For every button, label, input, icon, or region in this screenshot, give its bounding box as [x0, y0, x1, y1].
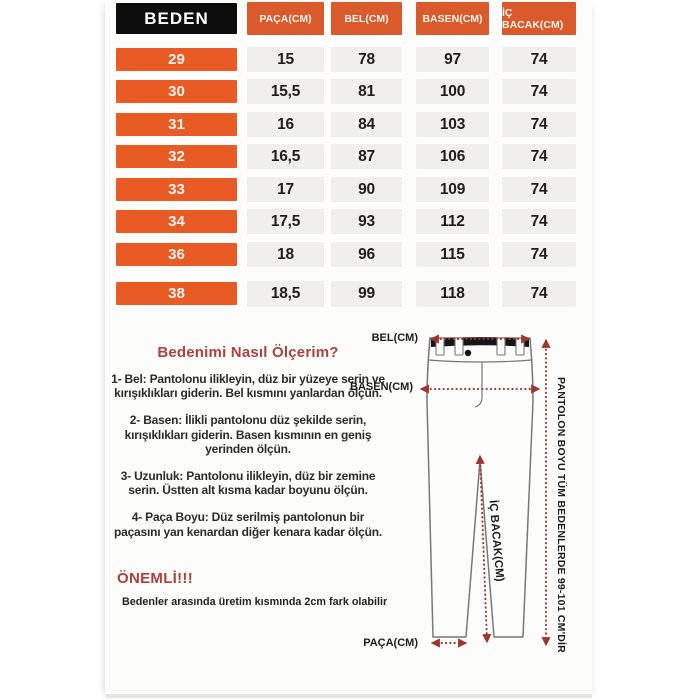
measure-instructions — [105, 344, 391, 552]
value-cell: 15,5 — [247, 79, 324, 104]
value-cell: 118 — [416, 281, 489, 307]
value-cell: 109 — [416, 177, 489, 202]
diagram-label-ic-bacak: İÇ BACAK(CM) — [486, 499, 506, 583]
value-cell: 74 — [502, 112, 576, 137]
value-cell: 93 — [331, 209, 402, 234]
value-cell: 84 — [331, 112, 402, 137]
header-cell-beden: BEDEN — [116, 3, 237, 34]
value-cell: 74 — [502, 47, 576, 72]
instruction-step-paca: 4- Paça Boyu: Düz serilmiş pantolonun bir paçasını yan kenardan diğer kenara kadar ölçün. — [113, 510, 383, 539]
instruction-step-basen: 2- Basen: İlikli pantolonu düz şekilde serin, kırışıklıkları giderin. Basen kısmının en geniş yerinden ölçün. — [124, 413, 372, 456]
button — [465, 350, 471, 356]
instructions-title: Bedenimi Nasıl Ölçerim? — [157, 344, 339, 361]
size-cell: 38 — [116, 282, 237, 305]
value-cell: 106 — [416, 144, 489, 169]
value-cell: 97 — [416, 47, 489, 72]
value-cell: 90 — [331, 177, 402, 202]
value-cell: 74 — [502, 209, 576, 234]
size-cell: 30 — [116, 80, 237, 103]
bottom-edge-bar — [105, 694, 592, 698]
value-cell: 81 — [331, 79, 402, 104]
value-cell: 15 — [247, 47, 324, 72]
value-cell: 16 — [247, 112, 324, 137]
header-cell-paca: PAÇA(CM) — [247, 2, 324, 35]
value-cell: 17 — [247, 177, 324, 202]
value-cell: 96 — [331, 242, 402, 267]
important-title: ÖNEMLİ!!! — [117, 570, 194, 587]
header-cell-ic-bacak: İÇ BACAK(CM) — [502, 2, 576, 35]
size-guide-card — [105, 0, 592, 700]
value-cell: 99 — [331, 281, 402, 307]
size-cell: 32 — [116, 145, 237, 168]
header-cell-basen: BASEN(CM) — [416, 2, 489, 35]
value-cell: 115 — [416, 242, 489, 267]
value-cell: 74 — [502, 242, 576, 267]
instruction-step-uzunluk: 3- Uzunluk: Pantolonu ilikleyin, düz bir zemine serin. Üstten alt kısma kadar boyunu ölçün. — [120, 469, 376, 498]
diagram-label-paca: PAÇA(CM) — [363, 637, 418, 649]
value-cell: 74 — [502, 79, 576, 104]
important-note: Bedenler arasında üretim kısmında 2cm fark olabilir — [122, 596, 388, 608]
diagram-label-basen: BASEN(CM) — [350, 381, 413, 393]
size-cell: 31 — [116, 113, 237, 136]
value-cell: 74 — [502, 177, 576, 202]
size-cell: 34 — [116, 210, 237, 233]
value-cell: 74 — [502, 281, 576, 307]
diagram-length-note: PANTOLON BOYU TÜM BEDENLERDE 99-101 CM'DİR — [555, 377, 567, 653]
value-cell: 100 — [416, 79, 489, 104]
value-cell: 78 — [331, 47, 402, 72]
size-cell: 33 — [116, 178, 237, 201]
value-cell: 18 — [247, 242, 324, 267]
header-cell-bel: BEL(CM) — [331, 2, 402, 35]
value-cell: 18,5 — [247, 281, 324, 307]
value-cell: 112 — [416, 209, 489, 234]
value-cell: 17,5 — [247, 209, 324, 234]
value-cell: 103 — [416, 112, 489, 137]
size-cell: 36 — [116, 243, 237, 266]
value-cell: 74 — [502, 144, 576, 169]
value-cell: 16,5 — [247, 144, 324, 169]
size-cell: 29 — [116, 48, 237, 71]
pants-outline — [427, 338, 533, 637]
diagram-label-bel: BEL(CM) — [371, 332, 418, 344]
value-cell: 87 — [331, 144, 402, 169]
instruction-step-bel: 1- Bel: Pantolonu ilikleyin, düz bir yüzeye serin ve kırışıklıkları giderin. Bel kısmını yanlardan ölçün. — [111, 372, 385, 401]
